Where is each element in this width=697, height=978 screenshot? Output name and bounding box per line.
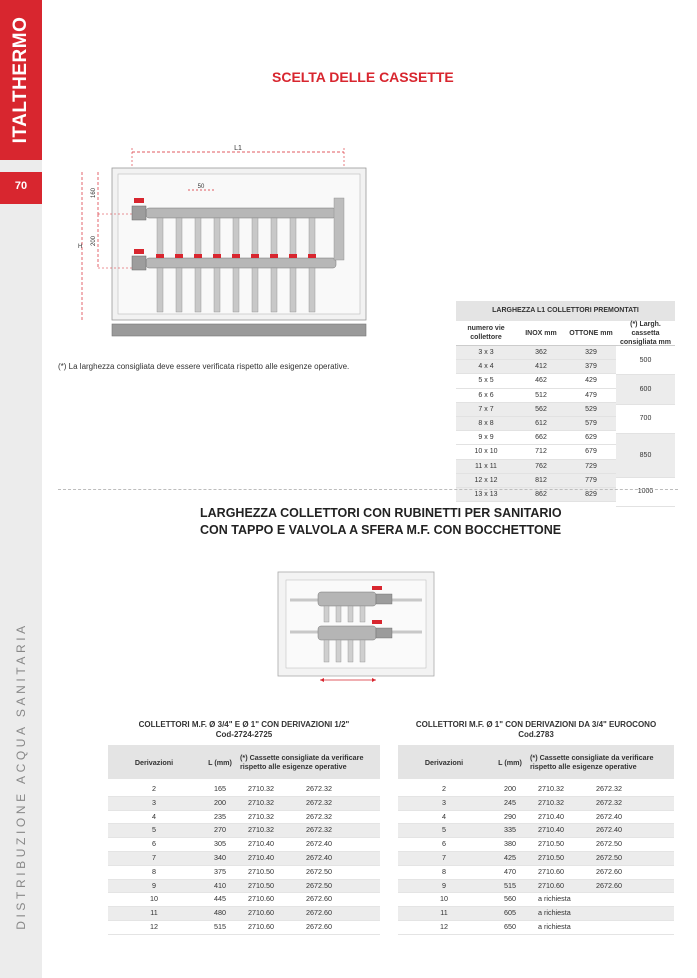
table-cell: 2672.60 (306, 908, 332, 918)
table-cell: 2710.50 (538, 852, 564, 862)
table-cell: 2710.50 (248, 880, 274, 890)
table-cell: 2672.60 (306, 921, 332, 931)
table-title: COLLETTORI M.F. Ø 3/4" E Ø 1" CON DERIVAZIONI 1/2" (138, 720, 350, 729)
table-cell: 9 x 9 (478, 434, 494, 442)
table-row (108, 921, 380, 935)
table-row (456, 474, 616, 488)
table-cell: 812 (535, 476, 547, 484)
table-cell: 379 (585, 363, 597, 371)
table-cell: 562 (535, 405, 547, 413)
table-cell: 515 (504, 880, 516, 890)
table-cell: 235 (214, 811, 226, 821)
table-cell: 200 (214, 797, 226, 807)
table-cell: 2672.40 (306, 852, 332, 862)
table-cell: 4 (442, 811, 446, 821)
table-row (398, 852, 674, 866)
table-cell: 2710.40 (248, 839, 274, 849)
table-cell: 679 (585, 448, 597, 456)
table-cell: 862 (535, 490, 547, 498)
table-row (398, 907, 674, 921)
page-number: 70 (14, 180, 28, 192)
table-cell: 2710.40 (248, 852, 274, 862)
table-cell: 7 (152, 852, 156, 862)
table-row (398, 824, 674, 838)
table-cell: 479 (585, 391, 597, 399)
table-row (456, 431, 616, 445)
table-cell: 2672.32 (306, 811, 332, 821)
table-title: COLLETTORI M.F. Ø 1" CON DERIVAZIONI DA 3/4" EUROCONO (415, 720, 657, 729)
table-cell: 2710.32 (248, 797, 274, 807)
table-row (398, 783, 674, 797)
table-cell: 290 (504, 811, 516, 821)
table-cell: 5 (442, 825, 446, 835)
table-cell: 2672.32 (306, 784, 332, 793)
table-cell: 2710.40 (538, 811, 564, 821)
table-row (108, 893, 380, 907)
table-row (108, 838, 380, 852)
footnote: (*) La larghezza consigliata deve essere verificata rispetto alle esigenze operative. (58, 362, 350, 371)
table-cell: 12 x 12 (474, 476, 498, 484)
table-row (456, 360, 616, 374)
table-cell: 9 (442, 880, 446, 890)
table-cell: 470 (504, 866, 516, 876)
table-cell: 2 (152, 784, 156, 793)
table-cell: 529 (585, 405, 597, 413)
table-cell: 2672.32 (306, 825, 332, 835)
col-header: INOX mm (525, 329, 557, 337)
table-row (108, 852, 380, 866)
heading-line: CON TAPPO E VALVOLA A SFERA M.F. CON BOCCHETTONE (200, 523, 562, 537)
table-cell: 8 x 8 (478, 419, 494, 427)
dimension-l1-label: L1 (234, 145, 242, 152)
table-cell: 2672.50 (596, 839, 622, 849)
table-title: LARGHEZZA L1 COLLETTORI PREMONTATI (456, 301, 675, 321)
table-cell: 2710.60 (248, 908, 274, 918)
table-cell: 6 (152, 839, 156, 849)
dimension-h-label: H (78, 244, 83, 250)
table-cell: a richiesta (538, 894, 571, 904)
table-cell: 375 (214, 866, 226, 876)
table-code: Cod-2724-2725 (215, 730, 273, 739)
table-row (398, 838, 674, 852)
table-cell: 712 (535, 448, 547, 456)
table-cell: 412 (535, 363, 547, 371)
table-cell: 429 (585, 377, 597, 385)
table-cell: 5 x 5 (478, 377, 494, 385)
col-header: numero vie collettore (467, 325, 505, 341)
table-row (456, 346, 616, 360)
table-cell: 729 (585, 462, 597, 470)
table-row (108, 824, 380, 838)
table-header (456, 321, 675, 346)
table-cell: 480 (214, 908, 226, 918)
table-cell: 700 (616, 405, 675, 434)
table-cell: 11 (150, 908, 158, 918)
table-cell: 2710.50 (538, 839, 564, 849)
table-cell: 2672.32 (596, 797, 622, 807)
table-cell: 2672.40 (596, 811, 622, 821)
table-cell: 2672.32 (306, 797, 332, 807)
table-cell: 512 (535, 391, 547, 399)
col-header: (*) Largh. cassetta consigliata mm (620, 320, 671, 346)
table-cell: 270 (214, 825, 226, 835)
table-cell: 2710.32 (248, 784, 274, 793)
table-row (108, 866, 380, 880)
table-row (456, 445, 616, 459)
table-row (108, 811, 380, 825)
table-cell: 305 (214, 839, 226, 849)
table-cell: 2710.32 (248, 811, 274, 821)
table-cell: 2672.60 (306, 894, 332, 904)
table-row (398, 866, 674, 880)
table-cell: 11 (440, 908, 448, 918)
table-cell: 8 (442, 866, 446, 876)
table-cell: 9 (152, 880, 156, 890)
table-header (108, 745, 380, 779)
table-cell: 362 (535, 349, 547, 356)
section-divider (58, 489, 678, 490)
table-cell: 2710.32 (538, 784, 564, 793)
table-cell: 515 (214, 921, 226, 931)
heading-line: LARGHEZZA COLLETTORI CON RUBINETTI PER SANITARIO (200, 506, 562, 520)
table-cell: 8 (152, 866, 156, 876)
table-row (456, 403, 616, 417)
table-cell: 10 (150, 894, 158, 904)
table-cell: 7 x 7 (478, 405, 494, 413)
table-cell: 2710.50 (248, 866, 274, 876)
col-header: L (mm) (498, 757, 522, 767)
table-row (398, 797, 674, 811)
brand-band (0, 0, 42, 160)
table-cell: 2710.60 (538, 880, 564, 890)
table-cell: 779 (585, 476, 597, 484)
table-cell: 410 (214, 880, 226, 890)
table-row (108, 783, 380, 797)
col-header: (*) Cassette consigliate da verificare rispetto alle esigenze operative (240, 753, 364, 771)
sanitary-table-left (108, 720, 380, 935)
table-row (456, 417, 616, 431)
table-cell: 2710.40 (538, 825, 564, 835)
table-cell: 850 (616, 434, 675, 478)
table-cell: 2672.32 (596, 784, 622, 793)
col-header: OTTONE mm (569, 329, 613, 337)
table-cell: 662 (535, 434, 547, 442)
table-cell: 165 (214, 784, 226, 793)
table-cell: 7 (442, 852, 446, 862)
table-cell: 13 x 13 (474, 490, 498, 498)
table-cell: 612 (535, 419, 547, 427)
table-cell: 600 (616, 375, 675, 404)
table-cell: 3 (152, 797, 156, 807)
table-header (398, 745, 674, 779)
table-row (398, 893, 674, 907)
table-cell: 335 (504, 825, 516, 835)
table-row (398, 880, 674, 894)
table-row (456, 374, 616, 388)
col-header: (*) Cassette consigliate da verificare rispetto alle esigenze operative (530, 753, 654, 771)
table-cell: 10 (440, 894, 448, 904)
table-cell: 1000 (616, 478, 675, 507)
col-header: Derivazioni (134, 757, 174, 767)
col-header: Derivazioni (424, 757, 464, 767)
table-cell: 425 (504, 852, 516, 862)
table-cell: 462 (535, 377, 547, 385)
table-cell: 340 (214, 852, 226, 862)
table-cell: 12 (440, 921, 448, 931)
table-cell: 329 (585, 349, 597, 356)
table-cell: 200 (504, 784, 516, 793)
table-cell: 650 (504, 921, 516, 931)
table-cell: 629 (585, 434, 597, 442)
table-cell: 5 (152, 825, 156, 835)
table-cell: 2710.32 (248, 825, 274, 835)
brand-logo-text: ITALTHERMO (10, 16, 31, 144)
section-title: DISTRIBUZIONE ACQUA SANITARIA (14, 622, 28, 930)
table-cell: 2672.50 (596, 852, 622, 862)
table-code: Cod.2783 (518, 730, 554, 739)
table-cell: 4 x 4 (478, 363, 494, 371)
sanitary-manifold-diagram (276, 570, 436, 686)
sanitary-table-right (398, 720, 674, 935)
table-cell: 2 (442, 784, 446, 793)
table-cell: 2672.40 (596, 825, 622, 835)
table-cell: 560 (504, 894, 516, 904)
premounted-widths-table (456, 301, 675, 507)
table-cell: 2710.60 (538, 866, 564, 876)
table-row (456, 460, 616, 474)
table-cell: 245 (504, 797, 516, 807)
page-title: SCELTA DELLE CASSETTE (272, 69, 454, 85)
dimension-50-label: 50 (197, 184, 205, 190)
table-cell: 445 (214, 894, 226, 904)
table-cell: 605 (504, 908, 516, 918)
table-cell: 829 (585, 490, 597, 498)
table-cell: 2710.60 (248, 921, 274, 931)
table-cell: a richiesta (538, 908, 571, 918)
table-cell: 2710.60 (248, 894, 274, 904)
table-row (398, 811, 674, 825)
table-cell: 3 (442, 797, 446, 807)
table-cell: 579 (585, 419, 597, 427)
table-cell: 3 x 3 (478, 349, 494, 356)
col-header: L (mm) (208, 757, 232, 767)
table-cell: 10 x 10 (474, 448, 498, 456)
table-cell: a richiesta (538, 921, 571, 931)
table-cell: 6 (442, 839, 446, 849)
table-row (108, 797, 380, 811)
table-cell: 12 (150, 921, 158, 931)
table-row (398, 921, 674, 935)
table-cell: 500 (616, 346, 675, 375)
section-heading (200, 505, 562, 539)
dimension-200-label: 200 (91, 235, 97, 246)
table-cell: 2672.50 (306, 866, 332, 876)
table-cell: 2710.32 (538, 797, 564, 807)
table-cell: 4 (152, 811, 156, 821)
table-cell: 2672.50 (306, 880, 332, 890)
table-cell: 2672.60 (596, 880, 622, 890)
table-cell: 6 x 6 (478, 391, 494, 399)
table-row (456, 488, 616, 502)
table-row (108, 907, 380, 921)
table-row (456, 389, 616, 403)
table-row (108, 880, 380, 894)
dimension-160-label: 160 (91, 187, 97, 198)
table-cell: 762 (535, 462, 547, 470)
table-cell: 2672.40 (306, 839, 332, 849)
table-cell: 2672.60 (596, 866, 622, 876)
table-cell: 380 (504, 839, 516, 849)
manifold-cabinet-diagram (62, 140, 374, 345)
table-cell: 11 x 11 (475, 462, 497, 470)
